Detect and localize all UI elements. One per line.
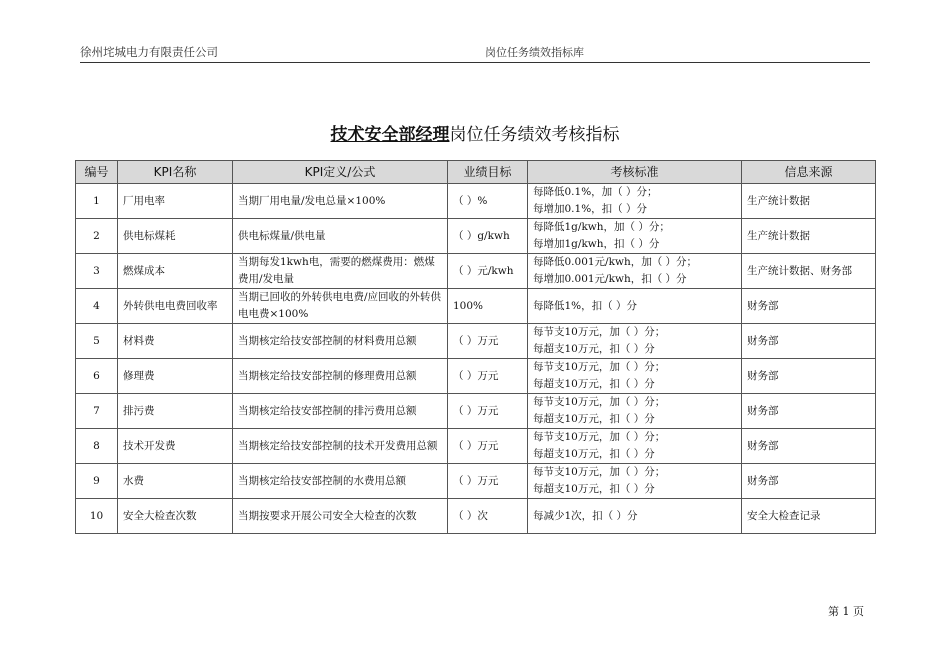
cell-kpi-name: 供电标煤耗 xyxy=(118,219,233,254)
cell-standard xyxy=(528,464,742,499)
col-header-no: 编号 xyxy=(76,161,118,184)
cell-definition: 当期核定给技安部控制的材料费用总额 xyxy=(233,324,448,359)
standard-line: 每减少1次，扣（ ）分 xyxy=(533,509,638,522)
cell-target: （ ）次 xyxy=(448,499,528,534)
cell-target: （ ）万元 xyxy=(448,429,528,464)
cell-source: 财务部 xyxy=(742,359,876,394)
cell-source: 财务部 xyxy=(742,324,876,359)
cell-source: 生产统计数据、财务部 xyxy=(742,254,876,289)
cell-target: 100% xyxy=(448,289,528,324)
cell-no: 3 xyxy=(76,254,118,289)
table-row xyxy=(76,254,876,289)
cell-definition: 当期每发1kwh电，需要的燃煤费用：燃煤费用/发电量 xyxy=(233,254,448,289)
cell-definition: 当期已回收的外转供电电费/应回收的外转供电电费×100% xyxy=(233,289,448,324)
cell-no: 4 xyxy=(76,289,118,324)
cell-definition: 当期按要求开展公司安全大检查的次数 xyxy=(233,499,448,534)
cell-standard xyxy=(528,254,742,289)
col-header-standard: 考核标准 xyxy=(528,161,742,184)
cell-standard xyxy=(528,499,742,534)
cell-target: （ ）g/kwh xyxy=(448,219,528,254)
cell-standard xyxy=(528,394,742,429)
col-header-source: 信息来源 xyxy=(742,161,876,184)
cell-target: （ ）万元 xyxy=(448,464,528,499)
cell-standard xyxy=(528,359,742,394)
standard-line: 每降低0.001元/kwh，加（ ）分； xyxy=(533,256,698,268)
cell-no: 2 xyxy=(76,219,118,254)
cell-no: 7 xyxy=(76,394,118,429)
cell-kpi-name: 技术开发费 xyxy=(118,429,233,464)
standard-line: 每超支10万元，扣（ ）分 xyxy=(533,378,655,390)
standard-line: 每节支10万元，加（ ）分； xyxy=(533,466,666,478)
cell-definition: 当期核定给技安部控制的修理费用总额 xyxy=(233,359,448,394)
standard-line: 每增加1g/kwh，扣（ ）分 xyxy=(533,238,660,250)
cell-kpi-name: 厂用电率 xyxy=(118,184,233,219)
table-row xyxy=(76,184,876,219)
cell-no: 9 xyxy=(76,464,118,499)
cell-source: 财务部 xyxy=(742,394,876,429)
cell-kpi-name: 水费 xyxy=(118,464,233,499)
cell-no: 10 xyxy=(76,499,118,534)
cell-kpi-name: 材料费 xyxy=(118,324,233,359)
cell-kpi-name: 燃煤成本 xyxy=(118,254,233,289)
standard-line: 每降低0.1%，加（ ）分； xyxy=(533,186,658,198)
standard-line: 每节支10万元，加（ ）分； xyxy=(533,396,666,408)
col-header-definition: KPI定义/公式 xyxy=(233,161,448,184)
cell-kpi-name: 排污费 xyxy=(118,394,233,429)
title-rest: 岗位任务绩效考核指标 xyxy=(449,125,620,145)
cell-kpi-name: 修理费 xyxy=(118,359,233,394)
table-row xyxy=(76,464,876,499)
col-header-kpi-name: KPI名称 xyxy=(118,161,233,184)
table-row xyxy=(76,289,876,324)
cell-standard xyxy=(528,324,742,359)
cell-definition: 供电标煤量/供电量 xyxy=(233,219,448,254)
cell-kpi-name: 外转供电电费回收率 xyxy=(118,289,233,324)
cell-no: 1 xyxy=(76,184,118,219)
cell-target: （ ）% xyxy=(448,184,528,219)
cell-definition: 当期核定给技安部控制的水费用总额 xyxy=(233,464,448,499)
cell-kpi-name: 安全大检查次数 xyxy=(118,499,233,534)
cell-source: 财务部 xyxy=(742,464,876,499)
cell-target: （ ）万元 xyxy=(448,394,528,429)
standard-line: 每增加0.001元/kwh，扣（ ）分 xyxy=(533,273,687,285)
standard-line: 每降低1%，扣（ ）分 xyxy=(533,299,637,312)
table-header-row xyxy=(76,161,876,184)
table-row xyxy=(76,219,876,254)
table-row xyxy=(76,359,876,394)
cell-standard xyxy=(528,219,742,254)
company-name: 徐州垞城电力有限责任公司 xyxy=(80,45,218,59)
cell-no: 8 xyxy=(76,429,118,464)
standard-line: 每超支10万元，扣（ ）分 xyxy=(533,413,655,425)
cell-standard xyxy=(528,429,742,464)
page-header xyxy=(80,44,870,63)
standard-line: 每节支10万元，加（ ）分； xyxy=(533,361,666,373)
page-title xyxy=(0,120,950,145)
title-role: 技术安全部经理 xyxy=(330,125,450,145)
cell-standard xyxy=(528,184,742,219)
table-row xyxy=(76,499,876,534)
col-header-target: 业绩目标 xyxy=(448,161,528,184)
cell-target: （ ）万元 xyxy=(448,324,528,359)
page-number: 第 1 页 xyxy=(828,605,864,618)
cell-standard xyxy=(528,289,742,324)
standard-line: 每超支10万元，扣（ ）分 xyxy=(533,483,655,495)
cell-source: 财务部 xyxy=(742,429,876,464)
standard-line: 每节支10万元，加（ ）分； xyxy=(533,431,666,443)
cell-no: 6 xyxy=(76,359,118,394)
table-row xyxy=(76,429,876,464)
standard-line: 每超支10万元，扣（ ）分 xyxy=(533,448,655,460)
cell-target: （ ）万元 xyxy=(448,359,528,394)
cell-source: 财务部 xyxy=(742,289,876,324)
standard-line: 每节支10万元，加（ ）分； xyxy=(533,326,666,338)
table-row xyxy=(76,394,876,429)
cell-source: 生产统计数据 xyxy=(742,184,876,219)
cell-definition: 当期核定给技安部控制的技术开发费用总额 xyxy=(233,429,448,464)
cell-source: 安全大检查记录 xyxy=(742,499,876,534)
standard-line: 每降低1g/kwh，加（ ）分； xyxy=(533,221,670,233)
table-row xyxy=(76,324,876,359)
standard-line: 每增加0.1%，扣（ ）分 xyxy=(533,203,648,215)
standard-line: 每超支10万元，扣（ ）分 xyxy=(533,343,655,355)
cell-definition: 当期核定给技安部控制的排污费用总额 xyxy=(233,394,448,429)
kpi-table xyxy=(75,160,876,534)
library-name: 岗位任务绩效指标库 xyxy=(485,46,584,59)
cell-no: 5 xyxy=(76,324,118,359)
cell-definition: 当期厂用电量/发电总量×100% xyxy=(233,184,448,219)
cell-source: 生产统计数据 xyxy=(742,219,876,254)
cell-target: （ ）元/kwh xyxy=(448,254,528,289)
